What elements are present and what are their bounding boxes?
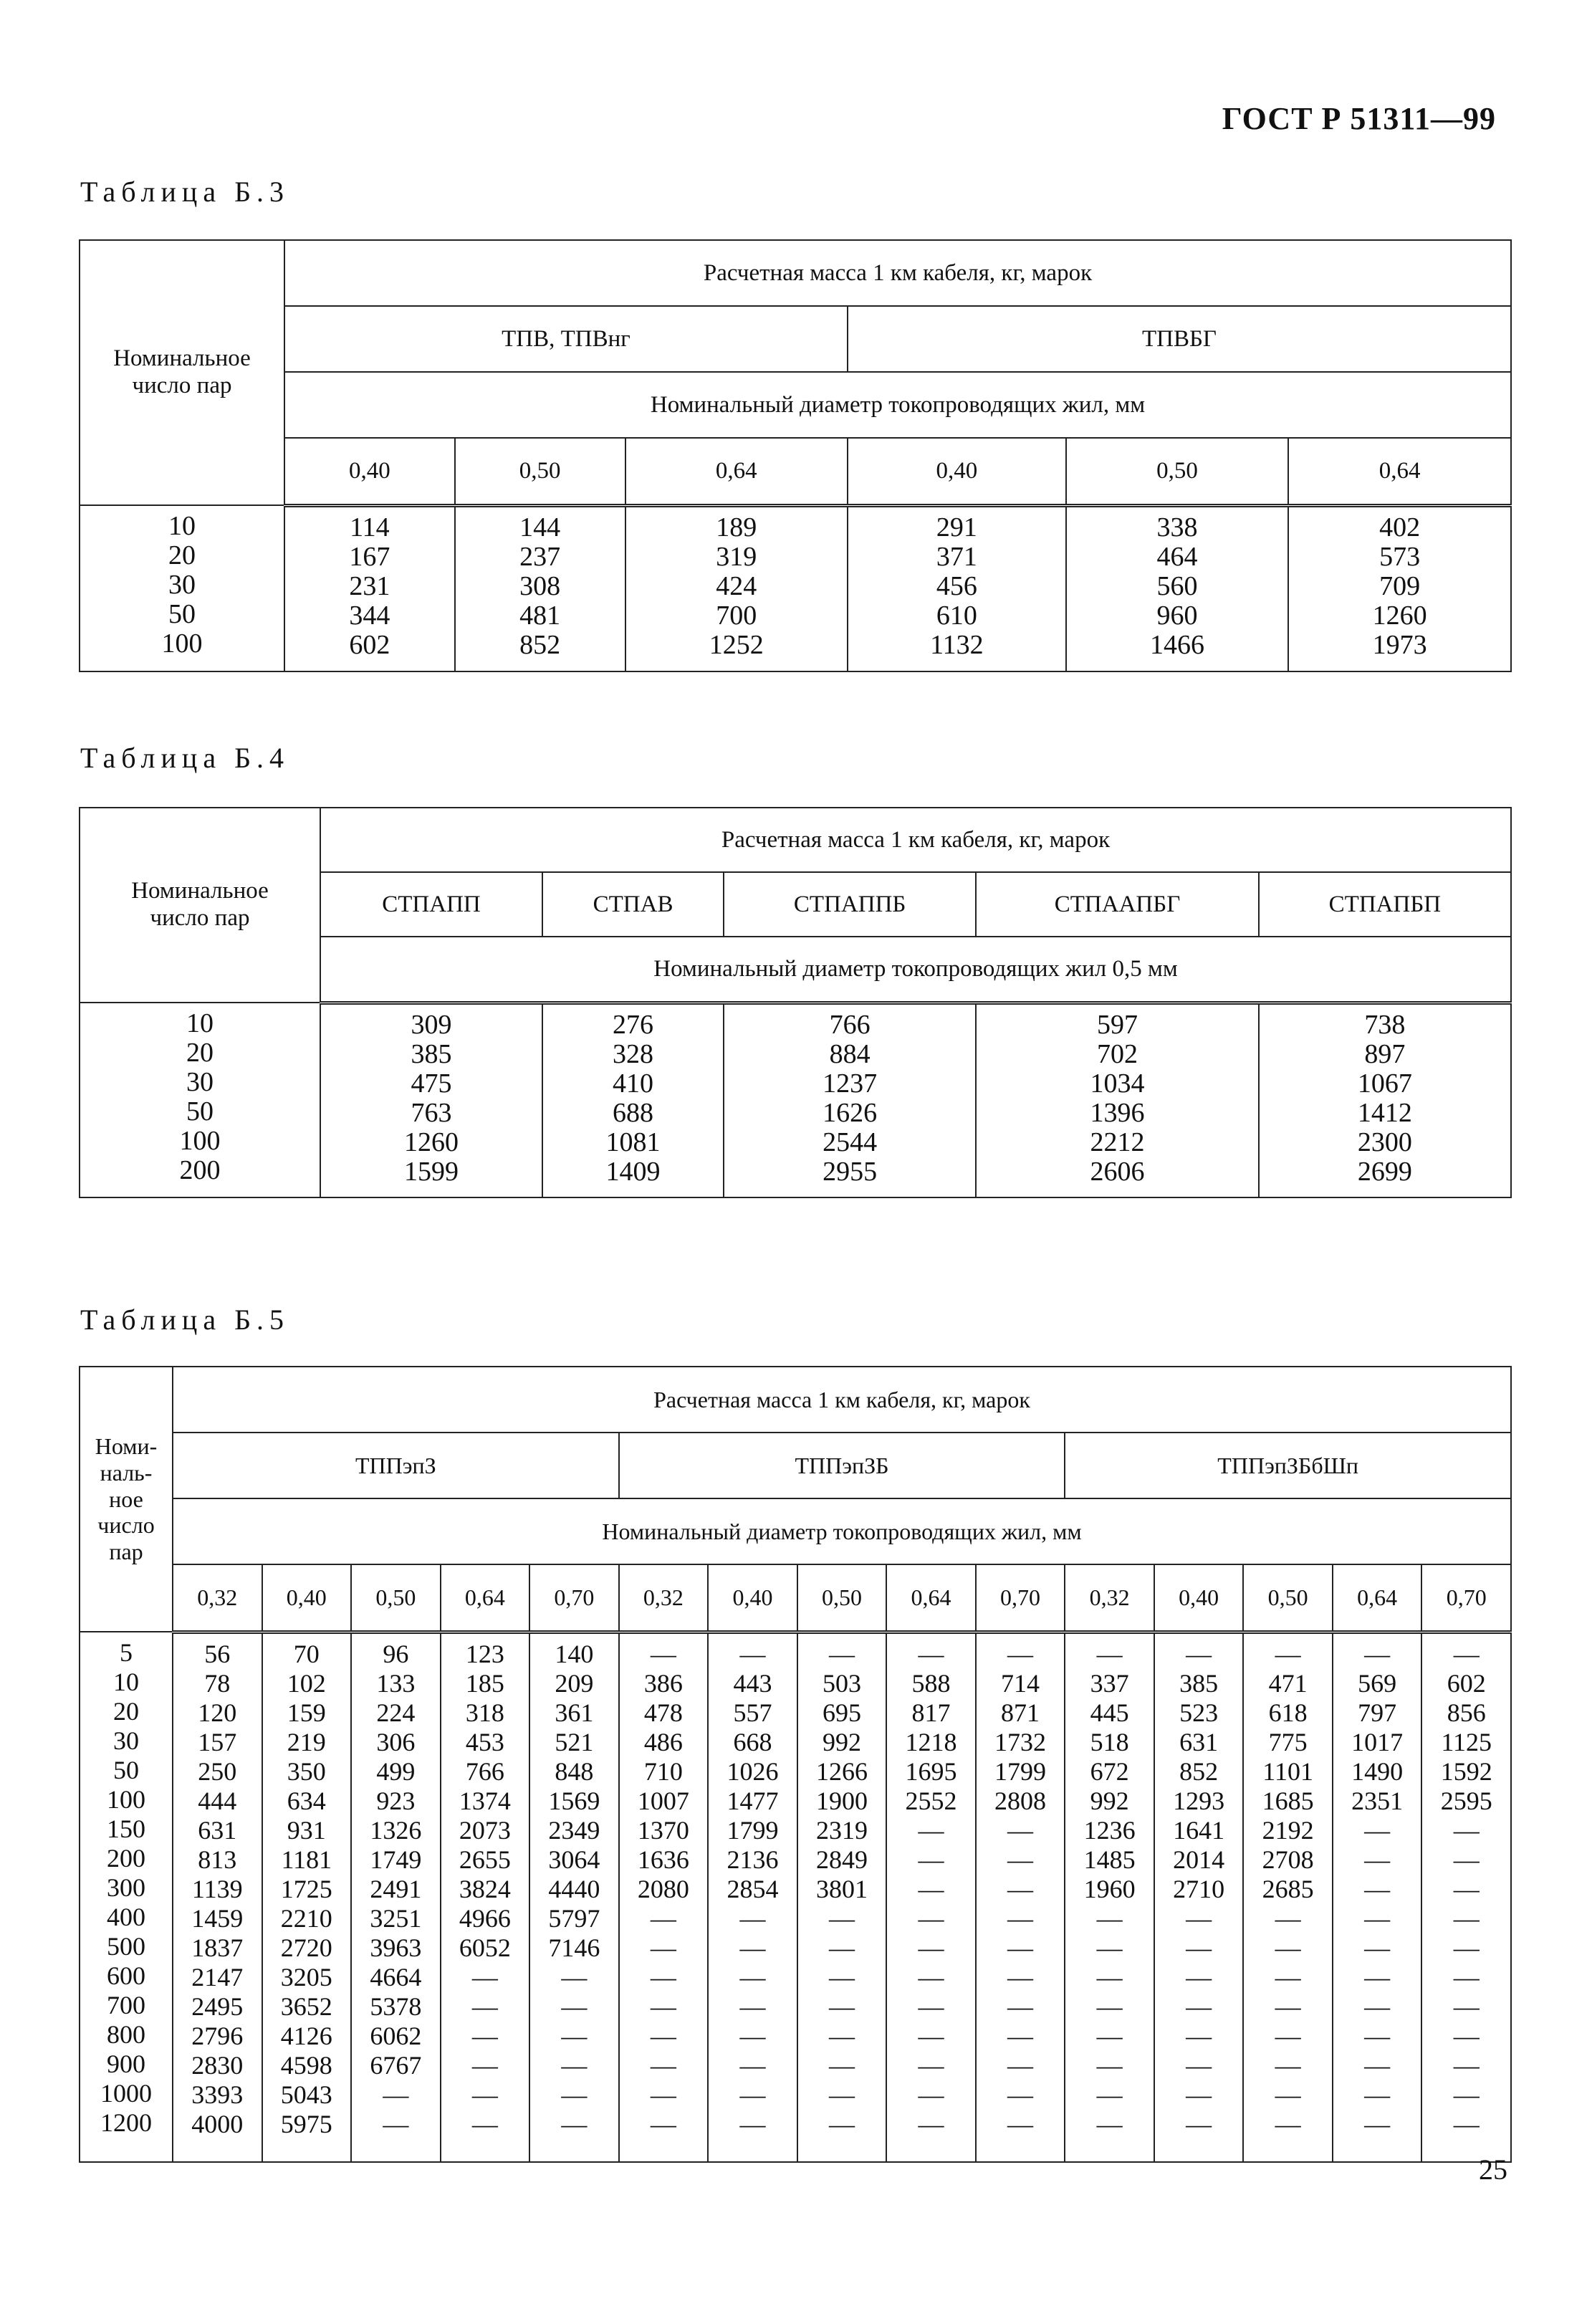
table-b4-brand: СТПАПБП	[1259, 872, 1511, 937]
table-b3-diameter-title: Номинальный диаметр токопроводящих жил, мм	[284, 372, 1511, 438]
table-b5-value-column: — 714 871 1732 1799 2808 — — — — — — — — — — —	[976, 1632, 1065, 2162]
table-b5-diameter: 0,70	[976, 1564, 1065, 1632]
table-b5-value-column: — 386 478 486 710 1007 1370 1636 2080 — — — — — — — —	[619, 1632, 709, 2162]
table-b3	[79, 239, 1512, 672]
table-b4-brand: СТПААПБГ	[976, 872, 1259, 937]
table-b5-diameter: 0,32	[619, 1564, 709, 1632]
table-b5-diameter: 0,50	[351, 1564, 441, 1632]
table-b5-brand: ТППэпЗБ	[619, 1433, 1065, 1498]
document-header: ГОСТ Р 51311—99	[1222, 101, 1496, 136]
table-b3-diameter: 0,64	[1288, 438, 1511, 505]
table-b5-brand: ТППэпЗБбШп	[1065, 1433, 1511, 1498]
table-b3-value-column: 114 167 231 344 602	[284, 505, 455, 671]
table-b5-diameter: 0,50	[797, 1564, 887, 1632]
table-b3-value-column: 144 237 308 481 852	[455, 505, 625, 671]
table-b3-value-column: 338 464 560 960 1466	[1066, 505, 1288, 671]
table-b5-diameter: 0,40	[1154, 1564, 1244, 1632]
table-b5-value-column: 96 133 224 306 499 923 1326 1749 2491 3251 3963 4664 5378 6062 6767 — —	[351, 1632, 441, 2162]
table-b4-brand: СТПАВ	[542, 872, 724, 937]
table-b5-diameter: 0,70	[529, 1564, 619, 1632]
table-b5-value-column: 56 78 120 157 250 444 631 813 1139 1459 1837 2147 2495 2796 2830 3393 4000	[173, 1632, 262, 2162]
table-b5-diameter: 0,40	[262, 1564, 352, 1632]
table-b4-value-column: 597 702 1034 1396 2212 2606	[976, 1003, 1259, 1197]
table-b4-value-column: 738 897 1067 1412 2300 2699	[1259, 1003, 1511, 1197]
page-number: 25	[1479, 2153, 1507, 2186]
table-b4-group-title: Расчетная масса 1 км кабеля, кг, марок	[320, 808, 1511, 872]
table-b5-diameter: 0,32	[173, 1564, 262, 1632]
table-b5-diameter: 0,50	[1243, 1564, 1333, 1632]
table-b3-value-column: 189 319 424 700 1252	[625, 505, 848, 671]
table-b3-diameter: 0,50	[1066, 438, 1288, 505]
table-b3-diameter: 0,40	[284, 438, 455, 505]
table-b5-value-column: — 602 856 1125 1592 2595 — — — — — — — — — — —	[1421, 1632, 1511, 2162]
table-b3-brand: ТПВБГ	[848, 306, 1511, 372]
table-b5-value-column: — 385 523 631 852 1293 1641 2014 2710 — — — — — — — —	[1154, 1632, 1244, 2162]
table-b4-diameter-title: Номинальный диаметр токопроводящих жил 0,5 мм	[320, 937, 1511, 1003]
table-b3-diameter: 0,64	[625, 438, 848, 505]
table-b5-value-column: — 588 817 1218 1695 2552 — — — — — — — — — — —	[886, 1632, 976, 2162]
table-b5-value-column: — 337 445 518 672 992 1236 1485 1960 — — — — — — — —	[1065, 1632, 1154, 2162]
table-b5-corner-header: Номи- наль- ное число пар	[80, 1367, 173, 1632]
table-b3-group-title: Расчетная масса 1 км кабеля, кг, марок	[284, 240, 1511, 306]
table-b5-brand: ТППэпЗ	[173, 1433, 619, 1498]
table-b3-corner-header: Номинальное число пар	[80, 240, 284, 505]
table-b5-diameter: 0,32	[1065, 1564, 1154, 1632]
table-b3-caption: Таблица Б.3	[80, 176, 290, 208]
table-b4-caption: Таблица Б.4	[80, 742, 290, 774]
table-b4-value-column: 309 385 475 763 1260 1599	[320, 1003, 542, 1197]
table-b5-value-column: — 471 618 775 1101 1685 2192 2708 2685 — — — — — — — —	[1243, 1632, 1333, 2162]
table-b5-value-column: — 569 797 1017 1490 2351 — — — — — — — — — — —	[1333, 1632, 1422, 2162]
table-b3-pairs-column: 10 20 30 50 100	[80, 505, 284, 671]
table-b5-diameter: 0,40	[708, 1564, 797, 1632]
table-b5-value-column: — 503 695 992 1266 1900 2319 2849 3801 — — — — — — — —	[797, 1632, 887, 2162]
table-b4-value-column: 766 884 1237 1626 2544 2955	[724, 1003, 976, 1197]
table-b4-pairs-column: 10 20 30 50 100 200	[80, 1003, 320, 1197]
table-b5-caption: Таблица Б.5	[80, 1304, 290, 1336]
table-b5-diameter-title: Номинальный диаметр токопроводящих жил, мм	[173, 1498, 1511, 1564]
table-b3-value-column: 291 371 456 610 1132	[848, 505, 1066, 671]
table-b5-value-column: 70 102 159 219 350 634 931 1181 1725 2210 2720 3205 3652 4126 4598 5043 5975	[262, 1632, 352, 2162]
table-b5-group-title: Расчетная масса 1 км кабеля, кг, марок	[173, 1367, 1511, 1433]
table-b4-brand: СТПАПП	[320, 872, 542, 937]
table-b5-value-column: — 443 557 668 1026 1477 1799 2136 2854 — — — — — — — —	[708, 1632, 797, 2162]
table-b4-corner-header: Номинальное число пар	[80, 808, 320, 1003]
table-b3-diameter: 0,50	[455, 438, 625, 505]
table-b4-brand: СТПАППБ	[724, 872, 976, 937]
table-b3-value-column: 402 573 709 1260 1973	[1288, 505, 1511, 671]
table-b5	[79, 1366, 1512, 2163]
table-b5-diameter: 0,64	[441, 1564, 530, 1632]
table-b3-diameter: 0,40	[848, 438, 1066, 505]
table-b5-diameter: 0,64	[1333, 1564, 1422, 1632]
table-b4	[79, 807, 1512, 1198]
table-b3-brand: ТПВ, ТПВнг	[284, 306, 848, 372]
table-b5-diameter: 0,64	[886, 1564, 976, 1632]
table-b5-value-column: 123 185 318 453 766 1374 2073 2655 3824 4966 6052 — — — — — —	[441, 1632, 530, 2162]
table-b5-value-column: 140 209 361 521 848 1569 2349 3064 4440 5797 7146 — — — — — —	[529, 1632, 619, 2162]
table-b5-diameter: 0,70	[1421, 1564, 1511, 1632]
table-b4-value-column: 276 328 410 688 1081 1409	[542, 1003, 724, 1197]
table-b5-pairs-column: 5 10 20 30 50 100 150 200 300 400 500 600 700 800 900 1000 1200	[80, 1632, 173, 2162]
